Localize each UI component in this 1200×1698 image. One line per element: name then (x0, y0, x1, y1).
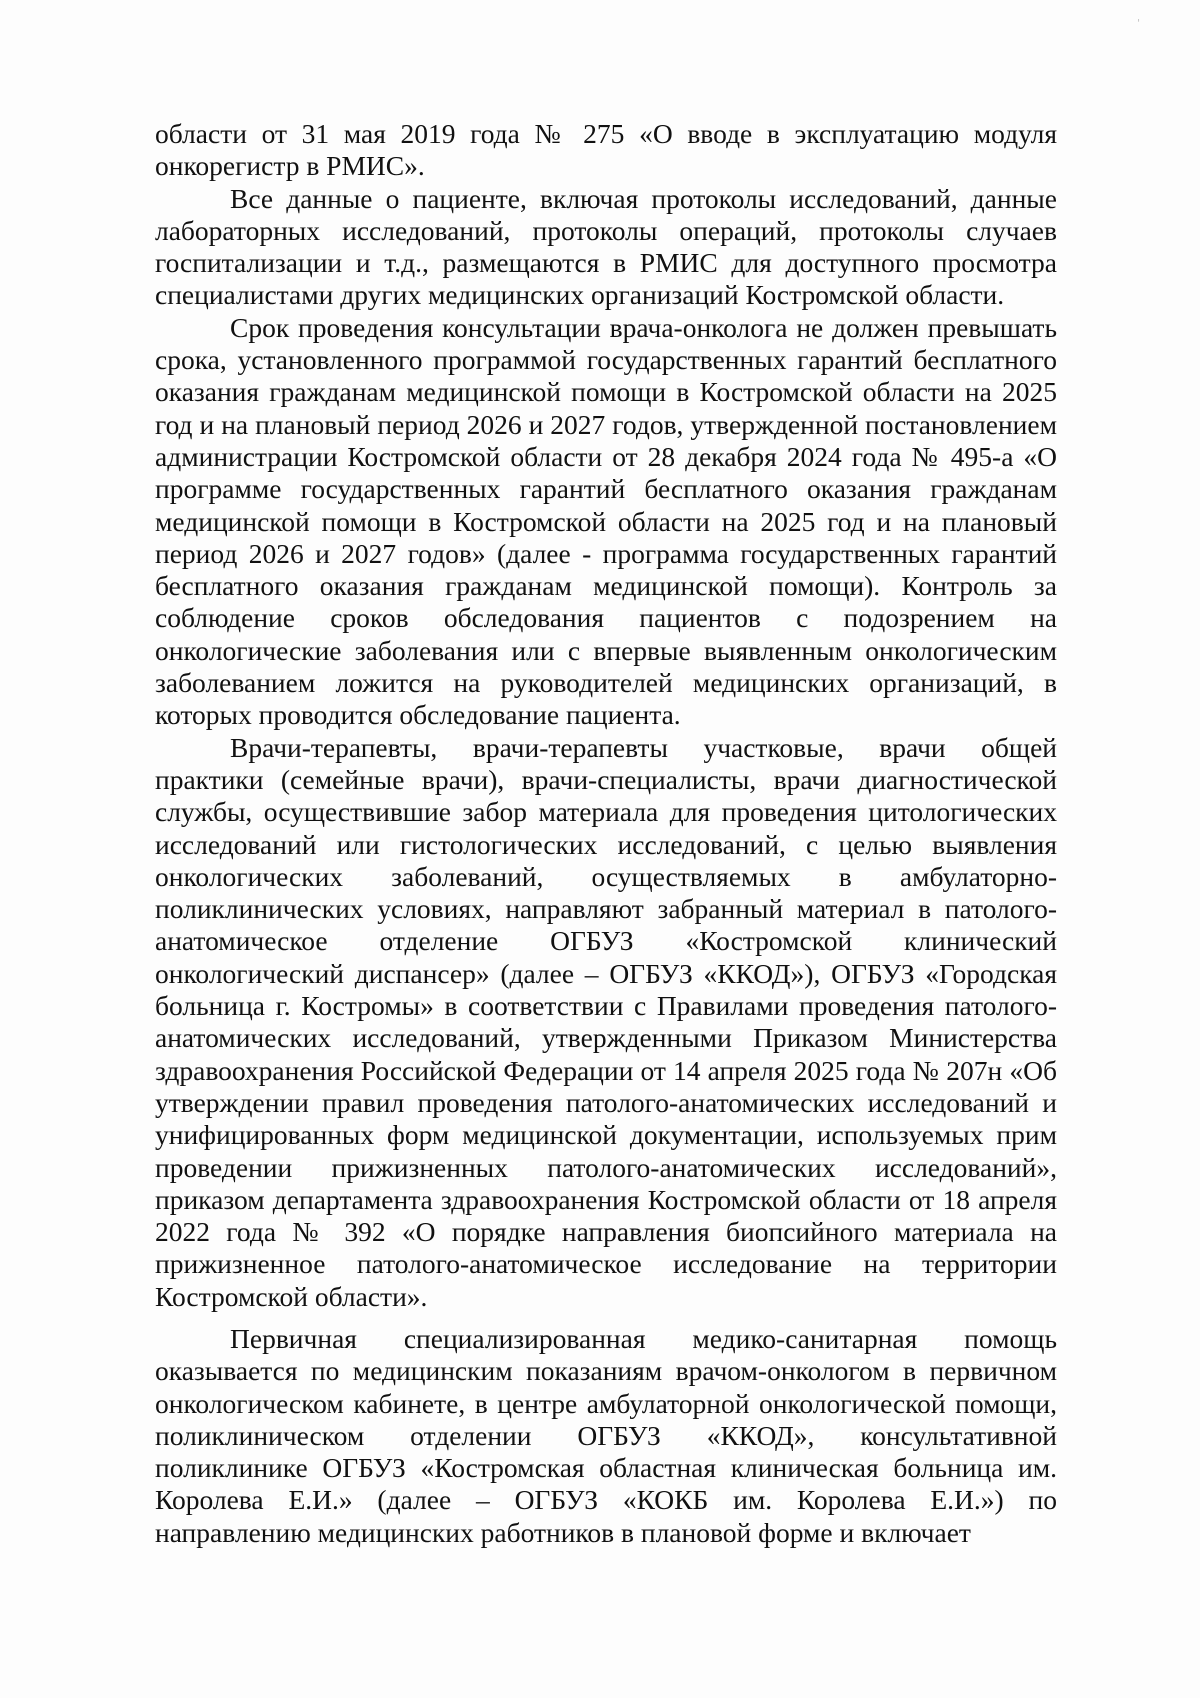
paragraph-3: Срок проведения консультации врача-онколога не должен превышать срока, установленного программой государственных гарантий бесплатного оказания гражданам медицинской помощи в Костромской области на 2025 год и на плановый период 2026 и 2027 годов, утвержденной постановлением администрации Костромской области от 28 декабря 2024 года № 495-а «О программе государственных гарантий бесплатного оказания гражданам медицинской помощи в Костромской области на 2025 год и на плановый период 2026 и 2027 годов» (далее - программа государственных гарантий бесплатного оказания гражданам медицинской помощи). Контроль за соблюдение сроков обследования пациентов с подозрением на онкологические заболевания или с впервые выявленным онкологическим заболеванием ложится на руководителей медицинских организаций, в которых проводится обследование пациента. (155, 311, 1057, 731)
scan-corner-mark: ' (1137, 18, 1140, 29)
paragraph-4: Врачи-терапевты, врачи-терапевты участковые, врачи общей практики (семейные врачи), врачи-специалисты, врачи диагностической службы, осуществившие забор материала для проведения цитологических исследований или гистологических исследований, с целью выявления онкологических заболеваний, осуществляемых в амбулаторно-поликлинических условиях, направляют забранный материал в патолого-анатомическое отделение ОГБУЗ «Костромской клинический онкологический диспансер» (далее – ОГБУЗ «ККОД»), ОГБУЗ «Городская больница г. Костромы» в соответствии с Правилами проведения патолого-анатомических исследований, утвержденными Приказом Министерства здравоохранения Российской Федерации от 14 апреля 2025 года № 207н «Об утверждении правил проведения патолого-анатомических исследований и унифицированных форм медицинской документации, используемых прим проведении прижизненных патолого-анатомических исследований», приказом департамента здравоохранения Костромской области от 18 апреля 2022 года № 392 «О порядке направления биопсийного материала на прижизненное патолого-анатомическое исследование на территории Костромской области». (155, 731, 1057, 1312)
paragraph-5: Первичная специализированная медико-санитарная помощь оказывается по медицинским показаниям врачом-онкологом в первичном онкологическом кабинете, в центре амбулаторной онкологической помощи, поликлиническом отделении ОГБУЗ «ККОД», консультативной поликлинике ОГБУЗ «Костромская областная клиническая больница им. Королева Е.И.» (далее – ОГБУЗ «КОКБ им. Королева Е.И.») по направлению медицинских работников в плановой форме и включает (155, 1322, 1057, 1548)
paragraph-2: Все данные о пациенте, включая протоколы исследований, данные лабораторных исследований, протоколы операций, протоколы случаев госпитализации и т.д., размещаются в РМИС для доступного просмотра специалистами других медицинских организаций Костромской области. (155, 182, 1057, 311)
paragraph-1: области от 31 мая 2019 года № 275 «О вводе в эксплуатацию модуля онкорегистр в РМИС». (155, 118, 1057, 182)
document-body (155, 118, 1057, 1549)
